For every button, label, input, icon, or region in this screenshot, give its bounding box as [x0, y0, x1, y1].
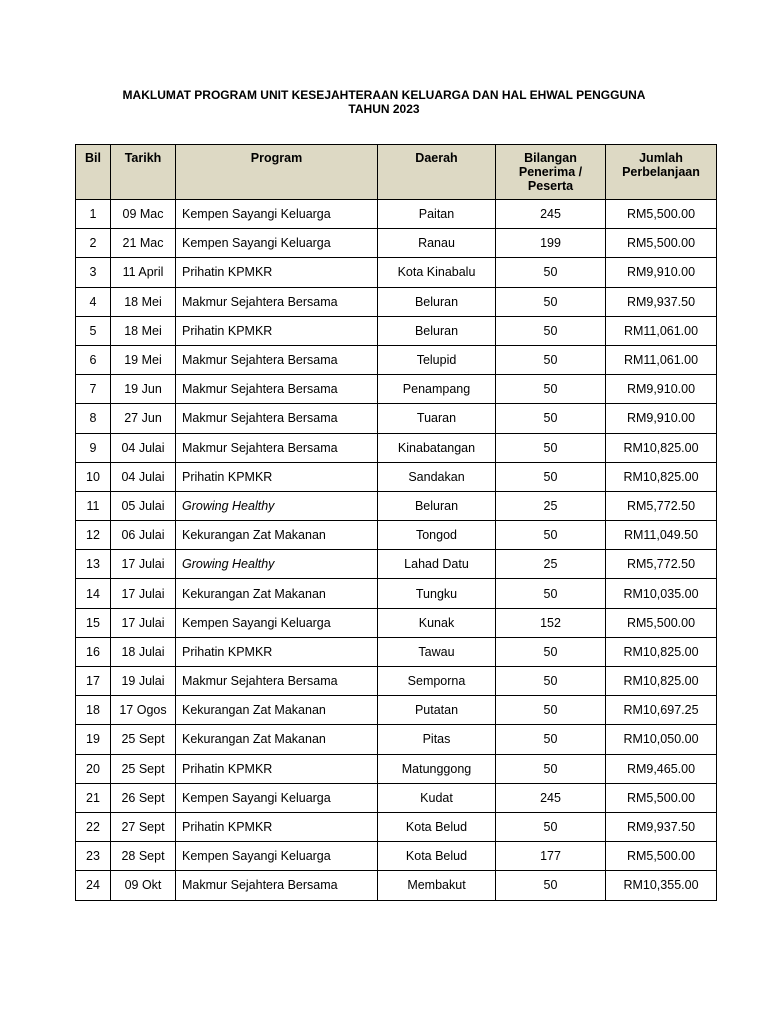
- table-row: [76, 608, 717, 637]
- cell-jumlah: RM5,772.50: [606, 491, 717, 520]
- cell-bilangan: 25: [496, 550, 606, 579]
- cell-jumlah: RM9,465.00: [606, 754, 717, 783]
- cell-jumlah: RM11,049.50: [606, 521, 717, 550]
- table-row: [76, 783, 717, 812]
- table-row: [76, 404, 717, 433]
- cell-daerah: Paitan: [378, 200, 496, 229]
- cell-daerah: Membakut: [378, 871, 496, 900]
- cell-bilangan: 50: [496, 462, 606, 491]
- cell-program: Prihatin KPMKR: [176, 637, 378, 666]
- cell-tarikh: 05 Julai: [111, 491, 176, 520]
- cell-tarikh: 19 Mei: [111, 345, 176, 374]
- cell-jumlah: RM9,910.00: [606, 404, 717, 433]
- table-row: [76, 200, 717, 229]
- cell-daerah: Kudat: [378, 783, 496, 812]
- table-row: [76, 667, 717, 696]
- cell-program: Prihatin KPMKR: [176, 462, 378, 491]
- cell-program: Prihatin KPMKR: [176, 754, 378, 783]
- cell-daerah: Sandakan: [378, 462, 496, 491]
- cell-tarikh: 11 April: [111, 258, 176, 287]
- cell-jumlah: RM10,825.00: [606, 667, 717, 696]
- cell-program: Makmur Sejahtera Bersama: [176, 375, 378, 404]
- table-row: [76, 462, 717, 491]
- cell-tarikh: 18 Julai: [111, 637, 176, 666]
- cell-jumlah: RM10,050.00: [606, 725, 717, 754]
- header-bil: Bil: [76, 145, 111, 200]
- table-row: [76, 345, 717, 374]
- cell-program: Kekurangan Zat Makanan: [176, 725, 378, 754]
- cell-tarikh: 17 Julai: [111, 579, 176, 608]
- cell-program: Kempen Sayangi Keluarga: [176, 200, 378, 229]
- cell-daerah: Penampang: [378, 375, 496, 404]
- cell-program: Kempen Sayangi Keluarga: [176, 229, 378, 258]
- cell-bil: 18: [76, 696, 111, 725]
- cell-bil: 12: [76, 521, 111, 550]
- cell-jumlah: RM5,500.00: [606, 783, 717, 812]
- cell-tarikh: 18 Mei: [111, 287, 176, 316]
- cell-program: Prihatin KPMKR: [176, 258, 378, 287]
- cell-tarikh: 04 Julai: [111, 433, 176, 462]
- cell-bil: 2: [76, 229, 111, 258]
- cell-jumlah: RM9,937.50: [606, 287, 717, 316]
- table-row: [76, 521, 717, 550]
- cell-bil: 13: [76, 550, 111, 579]
- cell-bilangan: 50: [496, 579, 606, 608]
- cell-bilangan: 50: [496, 871, 606, 900]
- table-header-row: [76, 145, 717, 200]
- table-row: [76, 550, 717, 579]
- header-bilangan-line-2: Penerima /: [518, 165, 583, 179]
- cell-bil: 24: [76, 871, 111, 900]
- cell-program: Kekurangan Zat Makanan: [176, 521, 378, 550]
- table-row: [76, 637, 717, 666]
- cell-tarikh: 19 Jun: [111, 375, 176, 404]
- cell-program: Prihatin KPMKR: [176, 812, 378, 841]
- header-bilangan-line-3: Peserta: [527, 179, 574, 193]
- table-body: [76, 200, 717, 901]
- cell-tarikh: 21 Mac: [111, 229, 176, 258]
- cell-jumlah: RM5,500.00: [606, 200, 717, 229]
- cell-daerah: Kota Kinabalu: [378, 258, 496, 287]
- cell-bilangan: 50: [496, 345, 606, 374]
- cell-tarikh: 27 Sept: [111, 812, 176, 841]
- cell-program: Makmur Sejahtera Bersama: [176, 345, 378, 374]
- cell-bilangan: 50: [496, 812, 606, 841]
- cell-bil: 19: [76, 725, 111, 754]
- cell-tarikh: 09 Mac: [111, 200, 176, 229]
- table-row: [76, 871, 717, 900]
- cell-daerah: Beluran: [378, 316, 496, 345]
- cell-jumlah: RM11,061.00: [606, 345, 717, 374]
- cell-bilangan: 245: [496, 783, 606, 812]
- table-row: [76, 696, 717, 725]
- program-table: [75, 144, 717, 901]
- cell-daerah: Lahad Datu: [378, 550, 496, 579]
- cell-daerah: Kota Belud: [378, 842, 496, 871]
- cell-bil: 16: [76, 637, 111, 666]
- cell-tarikh: 19 Julai: [111, 667, 176, 696]
- cell-tarikh: 18 Mei: [111, 316, 176, 345]
- cell-tarikh: 17 Julai: [111, 550, 176, 579]
- cell-bil: 20: [76, 754, 111, 783]
- cell-bilangan: 152: [496, 608, 606, 637]
- cell-bilangan: 50: [496, 637, 606, 666]
- cell-bil: 5: [76, 316, 111, 345]
- header-jumlah: [606, 145, 717, 200]
- cell-program: Kempen Sayangi Keluarga: [176, 783, 378, 812]
- header-daerah: Daerah: [378, 145, 496, 200]
- cell-bil: 8: [76, 404, 111, 433]
- table-row: [76, 375, 717, 404]
- table-row: [76, 579, 717, 608]
- table-row: [76, 754, 717, 783]
- cell-daerah: Tuaran: [378, 404, 496, 433]
- table-row: [76, 491, 717, 520]
- cell-program: Makmur Sejahtera Bersama: [176, 287, 378, 316]
- cell-program: Prihatin KPMKR: [176, 316, 378, 345]
- cell-bil: 15: [76, 608, 111, 637]
- header-tarikh: Tarikh: [111, 145, 176, 200]
- cell-bilangan: 50: [496, 433, 606, 462]
- cell-daerah: Beluran: [378, 287, 496, 316]
- header-bilangan-line-1: Bilangan: [524, 151, 577, 165]
- cell-daerah: Telupid: [378, 345, 496, 374]
- cell-daerah: Kunak: [378, 608, 496, 637]
- cell-tarikh: 09 Okt: [111, 871, 176, 900]
- header-bilangan: [496, 145, 606, 200]
- cell-daerah: Beluran: [378, 491, 496, 520]
- cell-program: Kempen Sayangi Keluarga: [176, 608, 378, 637]
- cell-tarikh: 25 Sept: [111, 725, 176, 754]
- cell-jumlah: RM10,825.00: [606, 462, 717, 491]
- cell-program: Makmur Sejahtera Bersama: [176, 404, 378, 433]
- cell-tarikh: 04 Julai: [111, 462, 176, 491]
- cell-jumlah: RM10,825.00: [606, 433, 717, 462]
- cell-program: Kekurangan Zat Makanan: [176, 579, 378, 608]
- cell-program: Growing Healthy: [176, 550, 378, 579]
- cell-program: Makmur Sejahtera Bersama: [176, 433, 378, 462]
- cell-bil: 9: [76, 433, 111, 462]
- cell-daerah: Kinabatangan: [378, 433, 496, 462]
- cell-bil: 7: [76, 375, 111, 404]
- cell-program: Makmur Sejahtera Bersama: [176, 667, 378, 696]
- cell-bilangan: 50: [496, 725, 606, 754]
- cell-bil: 22: [76, 812, 111, 841]
- cell-daerah: Matunggong: [378, 754, 496, 783]
- cell-jumlah: RM9,910.00: [606, 258, 717, 287]
- cell-jumlah: RM9,910.00: [606, 375, 717, 404]
- cell-daerah: Semporna: [378, 667, 496, 696]
- cell-bil: 10: [76, 462, 111, 491]
- cell-bil: 1: [76, 200, 111, 229]
- table-row: [76, 258, 717, 287]
- cell-daerah: Putatan: [378, 696, 496, 725]
- cell-tarikh: 06 Julai: [111, 521, 176, 550]
- cell-bil: 11: [76, 491, 111, 520]
- cell-jumlah: RM10,355.00: [606, 871, 717, 900]
- cell-tarikh: 26 Sept: [111, 783, 176, 812]
- cell-bil: 6: [76, 345, 111, 374]
- cell-bilangan: 199: [496, 229, 606, 258]
- cell-bilangan: 50: [496, 258, 606, 287]
- cell-bilangan: 25: [496, 491, 606, 520]
- cell-jumlah: RM5,500.00: [606, 229, 717, 258]
- table-row: [76, 725, 717, 754]
- cell-daerah: Tongod: [378, 521, 496, 550]
- header-jumlah-line-1: Jumlah: [639, 151, 683, 165]
- cell-tarikh: 28 Sept: [111, 842, 176, 871]
- cell-tarikh: 17 Ogos: [111, 696, 176, 725]
- cell-bilangan: 177: [496, 842, 606, 871]
- cell-program: Kempen Sayangi Keluarga: [176, 842, 378, 871]
- cell-bilangan: 50: [496, 375, 606, 404]
- cell-program: Growing Healthy: [176, 491, 378, 520]
- cell-daerah: Tungku: [378, 579, 496, 608]
- table-row: [76, 316, 717, 345]
- cell-jumlah: RM5,500.00: [606, 608, 717, 637]
- cell-jumlah: RM10,825.00: [606, 637, 717, 666]
- cell-jumlah: RM10,035.00: [606, 579, 717, 608]
- cell-bilangan: 50: [496, 667, 606, 696]
- title-line-2: TAHUN 2023: [348, 102, 420, 116]
- cell-daerah: Tawau: [378, 637, 496, 666]
- cell-daerah: Ranau: [378, 229, 496, 258]
- cell-jumlah: RM9,937.50: [606, 812, 717, 841]
- header-program: Program: [176, 145, 378, 200]
- cell-bil: 23: [76, 842, 111, 871]
- cell-daerah: Pitas: [378, 725, 496, 754]
- table-row: [76, 287, 717, 316]
- header-jumlah-line-2: Perbelanjaan: [622, 165, 700, 179]
- cell-daerah: Kota Belud: [378, 812, 496, 841]
- cell-bil: 17: [76, 667, 111, 696]
- table-row: [76, 842, 717, 871]
- table-row: [76, 229, 717, 258]
- cell-tarikh: 27 Jun: [111, 404, 176, 433]
- table-row: [76, 433, 717, 462]
- cell-jumlah: RM5,772.50: [606, 550, 717, 579]
- cell-bil: 14: [76, 579, 111, 608]
- cell-bilangan: 50: [496, 521, 606, 550]
- table-row: [76, 812, 717, 841]
- cell-bilangan: 50: [496, 754, 606, 783]
- cell-tarikh: 25 Sept: [111, 754, 176, 783]
- document-title: [0, 88, 768, 116]
- cell-bilangan: 245: [496, 200, 606, 229]
- cell-bil: 4: [76, 287, 111, 316]
- cell-jumlah: RM10,697.25: [606, 696, 717, 725]
- cell-bil: 21: [76, 783, 111, 812]
- cell-bilangan: 50: [496, 696, 606, 725]
- cell-program: Makmur Sejahtera Bersama: [176, 871, 378, 900]
- cell-bil: 3: [76, 258, 111, 287]
- cell-jumlah: RM5,500.00: [606, 842, 717, 871]
- cell-tarikh: 17 Julai: [111, 608, 176, 637]
- cell-bilangan: 50: [496, 287, 606, 316]
- cell-bilangan: 50: [496, 316, 606, 345]
- cell-jumlah: RM11,061.00: [606, 316, 717, 345]
- title-line-1: MAKLUMAT PROGRAM UNIT KESEJAHTERAAN KELUARGA DAN HAL EHWAL PENGGUNA: [122, 88, 646, 102]
- cell-bilangan: 50: [496, 404, 606, 433]
- cell-program: Kekurangan Zat Makanan: [176, 696, 378, 725]
